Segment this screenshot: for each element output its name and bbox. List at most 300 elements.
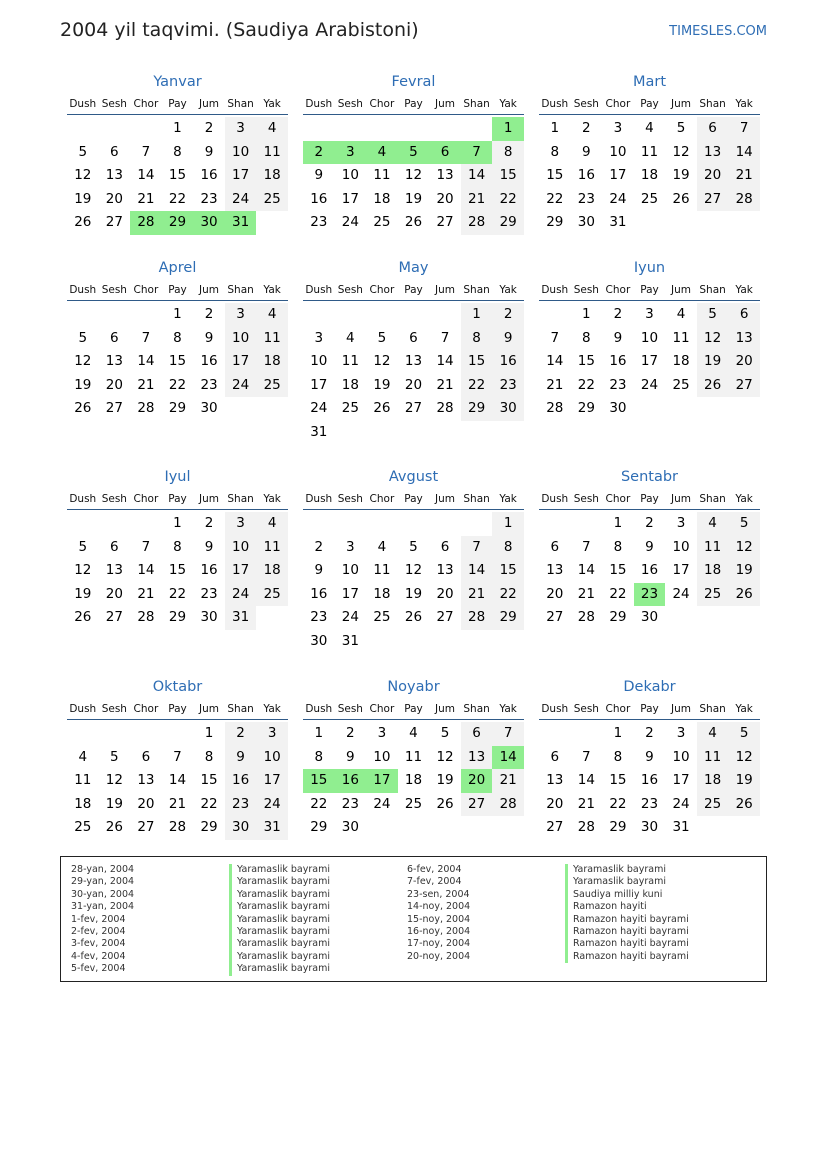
legend-holiday-name: Yaramaslik bayrami (229, 914, 330, 926)
day-cell: 29 (162, 211, 194, 235)
legend-date: 15-noy, 2004 (407, 913, 471, 925)
day-cell: 13 (404, 353, 423, 370)
day-cell: 10 (373, 748, 391, 765)
weekday-label: Jum (671, 98, 692, 110)
day-cell: 6 (550, 538, 560, 555)
weekday-label: Shan (699, 493, 726, 505)
day-cell: 31 (225, 211, 257, 235)
day-cell: 12 (404, 167, 423, 184)
day-cell: 4 (697, 512, 729, 536)
weekday-label: Dush (305, 703, 333, 715)
legend-column (407, 864, 689, 963)
day-cell: 2 (225, 722, 257, 746)
day-cell: 4 (346, 329, 355, 346)
day-cell: 27 (436, 609, 454, 626)
day-cell: 23 (492, 374, 524, 398)
day-cell: 27 (105, 609, 123, 626)
weekday-label: Chor (605, 703, 631, 715)
day-cell: 25 (373, 214, 391, 231)
day-cell: 19 (404, 190, 423, 207)
day-cell: 7 (461, 536, 493, 560)
weekday-label: Shan (699, 284, 726, 296)
day-cell: 20 (105, 376, 123, 393)
day-cell: 11 (373, 167, 391, 184)
month-fevral (303, 70, 524, 235)
day-cell: 19 (728, 769, 760, 793)
empty-cell (335, 512, 367, 536)
day-cell: 28 (137, 609, 155, 626)
legend-item (71, 864, 330, 876)
day-cell: 24 (640, 376, 659, 393)
month-aprel (67, 256, 288, 421)
day-cell: 7 (173, 748, 182, 765)
weekday-label: Pay (640, 703, 659, 715)
day-cell: 28 (168, 819, 187, 836)
day-cell: 23 (609, 376, 627, 393)
day-cell: 17 (366, 769, 398, 793)
day-cell: 17 (225, 164, 257, 188)
weekday-label: Pay (168, 284, 187, 296)
day-cell: 12 (728, 536, 760, 560)
legend-holiday-name: Yaramaslik bayrami (229, 951, 330, 963)
day-cell: 24 (672, 795, 690, 812)
weekday-label: Pay (404, 493, 423, 505)
day-cell: 9 (204, 143, 214, 160)
day-cell: 28 (492, 793, 524, 817)
empty-cell (162, 722, 194, 746)
day-cell: 27 (728, 374, 760, 398)
day-cell: 18 (256, 559, 288, 583)
legend-holiday-name: Yaramaslik bayrami (565, 864, 666, 876)
day-cell: 10 (225, 536, 257, 560)
weekday-label: Jum (671, 284, 692, 296)
weekday-label: Sesh (573, 703, 599, 715)
day-cell: 6 (728, 303, 760, 327)
month-iyun (539, 256, 760, 421)
day-cell: 26 (74, 609, 92, 626)
day-cell: 18 (373, 190, 391, 207)
empty-cell (303, 303, 335, 327)
day-cell: 25 (341, 400, 359, 417)
day-cell: 17 (256, 769, 288, 793)
day-cell: 20 (436, 585, 454, 602)
day-cell: 19 (728, 559, 760, 583)
weekday-label: Sesh (573, 98, 599, 110)
day-cell: 18 (74, 795, 92, 812)
day-cell: 25 (256, 374, 288, 398)
legend-item (71, 876, 330, 888)
weekday-label: Sesh (573, 284, 599, 296)
legend-item (407, 950, 689, 963)
weekday-label: Dush (305, 493, 333, 505)
day-cell: 2 (613, 306, 623, 322)
day-cell: 3 (225, 117, 257, 141)
day-cell: 13 (105, 353, 123, 370)
day-cell: 24 (256, 793, 288, 817)
legend-column (71, 864, 330, 976)
day-cell: 4 (78, 748, 88, 765)
day-cell: 4 (676, 306, 686, 322)
day-cell: 1 (492, 512, 524, 536)
day-cell: 9 (314, 562, 324, 579)
day-cell: 8 (204, 748, 214, 765)
day-cell: 16 (492, 350, 524, 374)
day-cell: 5 (398, 141, 430, 165)
day-cell: 24 (341, 609, 359, 626)
weekday-header (539, 489, 760, 510)
day-cell: 14 (577, 562, 595, 579)
empty-cell (398, 303, 430, 327)
day-cell: 31 (609, 214, 627, 231)
day-cell: 26 (436, 795, 454, 812)
weekday-label: Shan (699, 98, 726, 110)
day-cell: 6 (110, 538, 119, 555)
day-cell: 9 (492, 327, 524, 351)
day-cell: 16 (609, 353, 627, 370)
day-cell: 7 (582, 748, 591, 765)
weekday-label: Pay (404, 284, 423, 296)
month-name: Mart (632, 74, 667, 90)
legend-date: 4-fev, 2004 (71, 950, 126, 962)
day-cell: 9 (645, 748, 654, 765)
empty-cell (130, 117, 162, 141)
day-cell: 29 (609, 609, 627, 626)
day-cell: 18 (341, 376, 359, 393)
weekday-label: Dush (69, 284, 97, 296)
weekday-label: Shan (463, 493, 490, 505)
day-cell: 3 (335, 141, 367, 165)
legend-item (407, 888, 663, 901)
day-cell: 2 (303, 141, 335, 165)
day-cell: 3 (225, 512, 257, 536)
weekday-label: Dush (305, 98, 333, 110)
weekday-label: Yak (263, 703, 281, 715)
month-iyul (67, 465, 288, 630)
empty-cell (429, 303, 461, 327)
day-cell: 30 (200, 400, 218, 417)
day-cell: 14 (137, 167, 155, 184)
day-grid (67, 115, 288, 235)
legend-holiday-name: Yaramaslik bayrami (229, 938, 330, 950)
day-cell: 16 (200, 562, 218, 579)
day-cell: 3 (314, 329, 324, 346)
day-cell: 13 (436, 167, 454, 184)
day-cell: 3 (346, 538, 355, 555)
day-cell: 11 (404, 748, 423, 765)
day-cell: 21 (461, 188, 493, 212)
legend-item (71, 913, 330, 926)
day-cell: 27 (105, 214, 123, 231)
day-cell: 1 (550, 120, 560, 136)
day-grid (539, 720, 760, 840)
month-may (303, 256, 524, 445)
day-cell: 1 (204, 725, 214, 741)
day-cell: 8 (582, 329, 591, 346)
empty-cell (539, 303, 571, 327)
day-cell: 22 (461, 374, 493, 398)
day-cell: 11 (256, 536, 288, 560)
month-name: Oktabr (152, 679, 203, 695)
weekday-header (303, 699, 524, 720)
weekday-label: Jum (199, 284, 220, 296)
month-name: Dekabr (623, 679, 676, 695)
weekday-label: Sesh (337, 703, 363, 715)
day-cell: 17 (609, 167, 627, 184)
day-cell: 3 (377, 725, 387, 741)
day-cell: 22 (577, 376, 595, 393)
day-cell: 1 (173, 306, 182, 322)
day-cell: 15 (492, 559, 524, 583)
day-cell: 2 (582, 120, 591, 136)
day-cell: 16 (200, 353, 218, 370)
day-cell: 10 (310, 353, 328, 370)
legend-item (71, 901, 330, 913)
day-cell: 2 (346, 725, 355, 741)
day-cell: 2 (645, 725, 654, 741)
day-cell: 27 (105, 400, 123, 417)
day-cell: 18 (697, 559, 729, 583)
day-cell: 24 (225, 583, 257, 607)
weekday-label: Yak (735, 493, 753, 505)
day-cell: 21 (137, 376, 155, 393)
day-cell: 15 (168, 167, 187, 184)
day-cell: 20 (137, 795, 155, 812)
empty-cell (130, 512, 162, 536)
day-cell: 9 (225, 746, 257, 770)
day-cell: 15 (461, 350, 493, 374)
day-cell: 20 (404, 376, 423, 393)
weekday-label: Dush (541, 493, 569, 505)
weekday-label: Shan (463, 703, 490, 715)
empty-cell (539, 722, 571, 746)
day-cell: 19 (105, 795, 123, 812)
weekday-header (303, 489, 524, 510)
day-cell: 8 (492, 141, 524, 165)
weekday-label: Sesh (101, 703, 127, 715)
day-cell: 20 (697, 164, 729, 188)
day-cell: 27 (546, 609, 564, 626)
day-cell: 24 (225, 188, 257, 212)
day-cell: 29 (492, 606, 524, 630)
weekday-label: Yak (263, 493, 281, 505)
weekday-label: Shan (227, 98, 254, 110)
weekday-label: Chor (369, 98, 395, 110)
day-cell: 15 (200, 772, 218, 789)
legend-holiday-name: Yaramaslik bayrami (229, 889, 330, 901)
day-cell: 25 (640, 190, 659, 207)
weekday-label: Jum (199, 703, 220, 715)
day-cell: 7 (440, 329, 450, 346)
day-cell: 31 (225, 606, 257, 630)
legend-item (71, 888, 330, 901)
day-grid (539, 510, 760, 630)
day-cell: 30 (640, 609, 659, 626)
empty-cell (99, 117, 131, 141)
day-cell: 13 (546, 772, 564, 789)
weekday-label: Sesh (101, 98, 127, 110)
weekday-header (539, 280, 760, 301)
day-cell: 26 (404, 609, 423, 626)
day-cell: 3 (645, 306, 654, 322)
day-cell: 7 (141, 538, 151, 555)
day-cell: 4 (366, 141, 398, 165)
day-cell: 27 (404, 400, 423, 417)
day-cell: 14 (492, 746, 524, 770)
day-cell: 8 (492, 536, 524, 560)
day-cell: 10 (341, 562, 359, 579)
day-cell: 4 (697, 722, 729, 746)
day-cell: 7 (141, 329, 151, 346)
day-cell: 4 (377, 538, 387, 555)
day-cell: 25 (404, 795, 423, 812)
weekday-label: Jum (435, 703, 456, 715)
day-cell: 11 (256, 327, 288, 351)
day-cell: 9 (613, 329, 623, 346)
empty-cell (67, 117, 99, 141)
weekday-label: Yak (499, 98, 517, 110)
day-cell: 23 (200, 190, 218, 207)
day-cell: 22 (492, 188, 524, 212)
day-cell: 29 (168, 609, 187, 626)
legend-date: 23-sen, 2004 (407, 888, 470, 900)
day-cell: 15 (168, 353, 187, 370)
day-cell: 5 (697, 303, 729, 327)
empty-cell (398, 512, 430, 536)
weekday-label: Shan (699, 703, 726, 715)
weekday-header (67, 280, 288, 301)
day-cell: 26 (728, 583, 760, 607)
day-cell: 30 (200, 609, 218, 626)
month-oktabr (67, 675, 288, 840)
day-cell: 17 (672, 562, 690, 579)
day-cell: 8 (550, 143, 560, 160)
empty-cell (99, 722, 131, 746)
day-cell: 31 (256, 816, 288, 840)
day-cell: 12 (74, 167, 92, 184)
day-cell: 29 (577, 400, 595, 417)
day-cell: 27 (546, 819, 564, 836)
day-cell: 4 (256, 117, 288, 141)
day-cell: 19 (373, 376, 391, 393)
day-cell: 11 (74, 772, 92, 789)
weekday-label: Sesh (337, 493, 363, 505)
day-cell: 15 (609, 772, 627, 789)
day-cell: 7 (582, 538, 591, 555)
weekday-header (539, 94, 760, 115)
day-grid (67, 301, 288, 421)
day-cell: 17 (640, 353, 659, 370)
weekday-label: Jum (435, 493, 456, 505)
month-name: Aprel (158, 260, 197, 276)
day-cell: 6 (110, 329, 119, 346)
month-name: Iyun (633, 260, 666, 276)
legend-date: 17-noy, 2004 (407, 938, 471, 950)
day-cell: 21 (168, 795, 187, 812)
weekday-label: Sesh (337, 284, 363, 296)
legend-holiday-name: Saudiya milliy kuni (565, 889, 662, 901)
day-cell: 7 (461, 141, 493, 165)
day-cell: 8 (613, 538, 623, 555)
day-grid (303, 301, 524, 445)
weekday-header (303, 280, 524, 301)
day-cell: 13 (137, 772, 155, 789)
day-cell: 21 (546, 376, 564, 393)
day-cell: 22 (546, 190, 564, 207)
weekday-label: Sesh (573, 493, 599, 505)
day-cell: 29 (310, 819, 328, 836)
month-name: Iyul (164, 469, 191, 485)
empty-cell (67, 722, 99, 746)
legend-date: 5-fev, 2004 (71, 963, 126, 975)
month-name: Noyabr (387, 679, 440, 695)
empty-cell (99, 512, 131, 536)
day-cell: 10 (672, 538, 690, 555)
day-cell: 25 (256, 188, 288, 212)
day-cell: 14 (137, 353, 155, 370)
empty-cell (461, 117, 493, 141)
day-cell: 7 (728, 117, 760, 141)
empty-cell (67, 303, 99, 327)
day-cell: 18 (640, 167, 659, 184)
day-cell: 28 (577, 819, 595, 836)
day-cell: 10 (225, 141, 257, 165)
day-cell: 18 (404, 772, 423, 789)
day-cell: 17 (310, 376, 328, 393)
day-cell: 30 (341, 819, 359, 836)
day-cell: 11 (373, 562, 391, 579)
legend-item (407, 925, 689, 938)
day-cell: 20 (728, 350, 760, 374)
weekday-label: Yak (735, 284, 753, 296)
weekday-label: Chor (605, 98, 631, 110)
day-cell: 27 (436, 214, 454, 231)
day-cell: 13 (546, 562, 564, 579)
day-cell: 23 (200, 376, 218, 393)
legend-holiday-name: Yaramaslik bayrami (229, 926, 330, 938)
day-cell: 9 (582, 143, 591, 160)
day-cell: 29 (609, 819, 627, 836)
day-cell: 24 (341, 214, 359, 231)
weekday-label: Chor (605, 284, 631, 296)
day-cell: 9 (645, 538, 654, 555)
day-cell: 9 (204, 329, 214, 346)
day-cell: 25 (373, 609, 391, 626)
day-cell: 10 (225, 327, 257, 351)
weekday-label: Chor (133, 493, 159, 505)
day-cell: 10 (341, 167, 359, 184)
weekday-label: Chor (369, 493, 395, 505)
day-cell: 18 (697, 769, 729, 793)
day-cell: 19 (404, 585, 423, 602)
day-cell: 16 (640, 562, 659, 579)
day-cell: 12 (373, 353, 391, 370)
site-link[interactable]: TIMESLES.COM (669, 24, 767, 39)
day-cell: 16 (225, 769, 257, 793)
day-cell: 19 (436, 772, 454, 789)
legend-item (407, 864, 666, 876)
day-cell: 22 (609, 795, 627, 812)
weekday-label: Chor (133, 703, 159, 715)
day-cell: 11 (672, 329, 690, 346)
day-cell: 11 (640, 143, 659, 160)
day-cell: 17 (672, 772, 690, 789)
empty-cell (539, 512, 571, 536)
day-cell: 1 (492, 117, 524, 141)
day-cell: 5 (728, 512, 760, 536)
day-cell: 5 (78, 143, 88, 160)
day-cell: 7 (550, 329, 560, 346)
legend-holiday-name: Yaramaslik bayrami (229, 876, 330, 888)
